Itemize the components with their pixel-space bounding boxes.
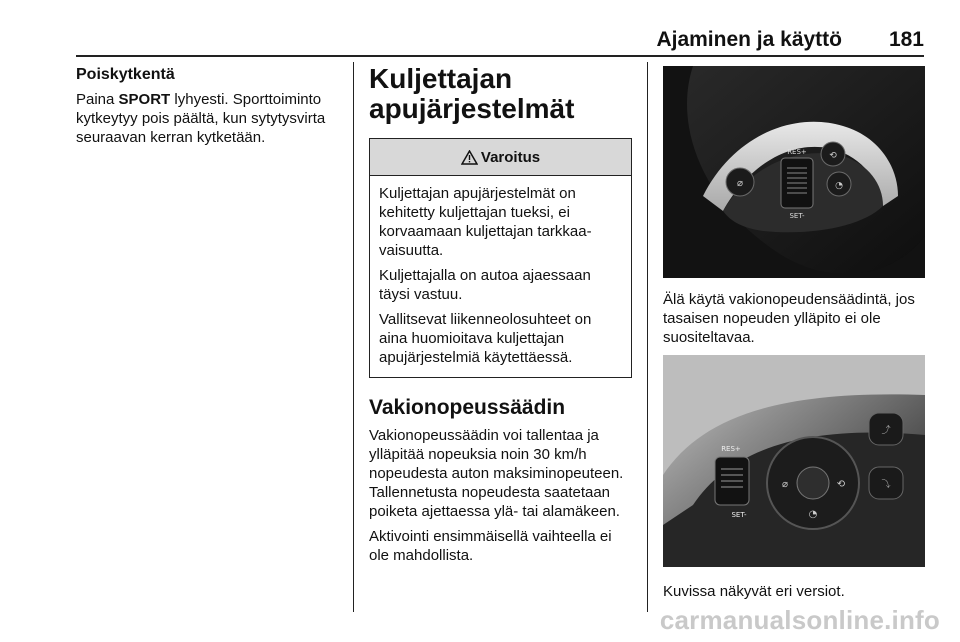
watermark: carmanualsonline.info [659, 605, 940, 635]
steering-wheel-photo-2 [663, 355, 925, 567]
warning-title: Varoitus [480, 148, 541, 166]
chapter-heading: Kuljettajan apujärjestelmät [369, 63, 575, 124]
set-minus-label: SET- [731, 511, 747, 519]
warning-paragraph: Kuljettajalla on autoa ajaessaan täysi vastuu. [379, 267, 591, 303]
svg-text:⌀: ⌀ [736, 178, 744, 189]
body-paragraph: Aktivointi ensimmäisellä vaihteella ei ole mahdollista. [369, 528, 612, 564]
svg-text:◔: ◔ [808, 509, 818, 520]
section-heading-poiskytkenta: Poiskytkentä [76, 66, 175, 83]
svg-text:⟲: ⟲ [829, 151, 837, 161]
svg-text:⤴: ⤴ [881, 426, 891, 436]
poiskytkenta-paragraph: Paina SPORT lyhyesti. Sporttoiminto kytkeytyy pois päältä, kun sytytysvirta seuraavan kerran kytketään. [76, 91, 326, 146]
res-plus-label: RES+ [721, 445, 741, 453]
header-rule [76, 55, 924, 57]
warning-box [369, 138, 632, 378]
warning-triangle-icon [461, 150, 478, 165]
warning-paragraph: Kuljettajan apujärjestelmät on kehitetty kuljettajan tueksi, ei korvaamaan kuljettajan tarkkaavaisuutta. [379, 185, 592, 259]
warning-header [370, 139, 631, 176]
photo-caption-1: Älä käytä vakionopeudensäädintä, jos tasaisen nopeuden ylläpito ei ole suositeltavaa. [663, 291, 915, 346]
steering-wheel-photo-1 [663, 66, 925, 278]
middle-column [369, 64, 632, 571]
page-number: 181 [888, 28, 924, 51]
photo-caption-2: Kuvissa näkyvät eri versiot. [663, 583, 845, 600]
res-plus-label: RES+ [787, 148, 807, 156]
column-divider-2 [647, 62, 648, 612]
svg-text:⤵: ⤵ [881, 480, 891, 490]
warning-paragraph: Vallitsevat liikenneolosuhteet on aina huomioitava kuljettajan apujärjestelmiä käytettäessä. [379, 311, 592, 366]
set-minus-label: SET- [789, 212, 805, 220]
svg-text:⟲: ⟲ [836, 479, 846, 490]
body-paragraph: Vakionopeussäädin voi tallentaa ja ylläpitää nopeuksia noin 30 km/h nopeudesta auton maksiminopeuteen. Tallennetusta nopeudesta saatetaan poiketa ajettaessa ylä- tai alamäkeen. [369, 427, 624, 520]
svg-text:⌀: ⌀ [781, 479, 789, 490]
sport-button-label: SPORT [118, 91, 171, 108]
warning-body [370, 176, 631, 377]
header-title: Ajaminen ja käyttö [656, 28, 842, 51]
left-column [76, 66, 338, 147]
photo-wrapper-2 [663, 355, 925, 567]
section-heading-vakionopeussaadin: Vakionopeussäädin [369, 396, 566, 419]
svg-text:◔: ◔ [835, 181, 843, 191]
column-divider-1 [353, 62, 354, 612]
right-column [663, 66, 925, 278]
